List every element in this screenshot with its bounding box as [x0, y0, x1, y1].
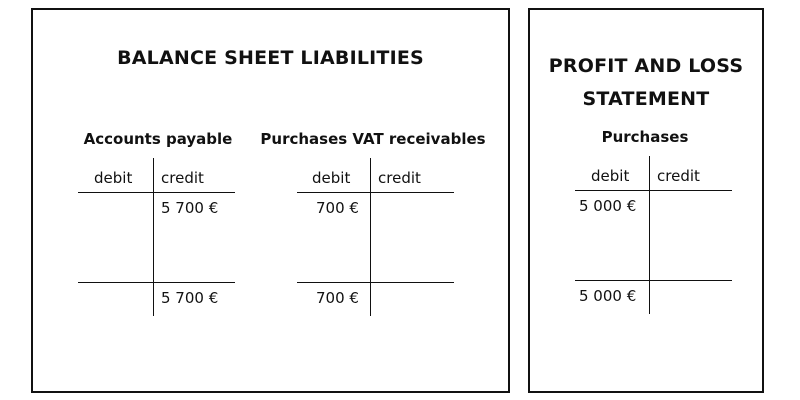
debit-total: 700 €: [316, 289, 359, 307]
profit-and-loss-title: PROFIT AND LOSS STATEMENT: [548, 55, 744, 110]
account-title: Accounts payable: [83, 130, 233, 148]
t-account-total-line: [575, 280, 732, 281]
credit-column-label: credit: [161, 169, 204, 187]
t-account-center-line: [370, 158, 371, 316]
credit-column-label: credit: [657, 167, 700, 185]
debit-column-label: debit: [591, 167, 630, 185]
debit-entry: 700 €: [316, 199, 359, 217]
t-account-top-line: [575, 190, 732, 191]
t-account-purchases-vat-receivables: [258, 127, 488, 327]
t-account-total-line: [78, 282, 235, 283]
credit-total: 5 700 €: [161, 289, 219, 307]
account-title: Purchases: [601, 128, 689, 146]
debit-entry: 5 000 €: [579, 197, 637, 215]
credit-entry: 5 700 €: [161, 199, 219, 217]
credit-column-label: credit: [378, 169, 421, 187]
debit-column-label: debit: [94, 169, 133, 187]
t-account-top-line: [78, 192, 235, 193]
balance-sheet-liabilities-panel: [31, 8, 510, 393]
t-account-accounts-payable: [78, 127, 238, 327]
t-account-center-line: [153, 158, 154, 316]
t-account-purchases: [540, 125, 750, 325]
debit-total: 5 000 €: [579, 287, 637, 305]
account-title: Purchases VAT receivables: [260, 130, 486, 148]
balance-sheet-title: BALANCE SHEET LIABILITIES: [117, 47, 424, 69]
t-account-center-line: [649, 156, 650, 314]
debit-column-label: debit: [312, 169, 351, 187]
profit-and-loss-panel: [528, 8, 764, 393]
t-account-top-line: [297, 192, 454, 193]
t-account-total-line: [297, 282, 454, 283]
